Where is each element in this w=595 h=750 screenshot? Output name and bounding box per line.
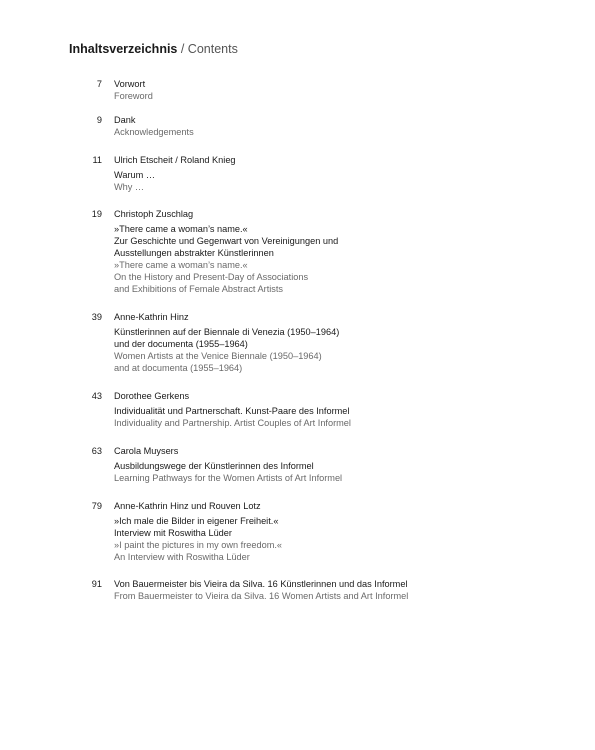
title-german-line: Ausstellungen abstrakter Künstlerinnen — [114, 248, 274, 258]
title-german-line: »Ich male die Bilder in eigener Freiheit.« — [114, 516, 279, 526]
title-english-line: and at documenta (1955–1964) — [114, 363, 243, 373]
page-number: 91 — [91, 579, 102, 589]
title-german-line: und der documenta (1955–1964) — [114, 339, 248, 349]
title-english-line: An Interview with Roswitha Lüder — [114, 552, 250, 562]
page-number: 11 — [92, 155, 102, 165]
entry-body — [114, 578, 554, 602]
entry-body — [114, 500, 554, 563]
entry-author: Carola Muysers — [114, 446, 179, 456]
title-german-line: Zur Geschichte und Gegenwart von Vereinigungen und — [114, 236, 339, 246]
title-german: Individualität und Partnerschaft. Kunst-Paare des Informel — [114, 406, 350, 416]
entry-body — [114, 311, 554, 374]
title-english: From Bauermeister to Vieira da Silva. 16 Women Artists and Art Informel — [114, 591, 409, 601]
title-english-line: Women Artists at the Venice Biennale (1950–1964) — [114, 351, 322, 361]
page-number: 7 — [96, 79, 102, 89]
title-english-line: »There came a woman’s name.« — [114, 260, 248, 270]
title-german: Ausbildungswege der Künstlerinnen des Informel — [114, 461, 314, 471]
title-english-line: On the History and Present-Day of Associations — [114, 272, 309, 282]
title-english-line: and Exhibitions of Female Abstract Artists — [114, 284, 284, 294]
entry-author: Anne-Kathrin Hinz und Rouven Lotz — [114, 501, 261, 511]
title-german: Vorwort — [114, 79, 146, 89]
page-number: 19 — [91, 209, 102, 219]
title-separator: / — [177, 42, 188, 56]
page-number: 39 — [91, 312, 102, 322]
entry-body — [114, 114, 554, 138]
entry-author: Anne-Kathrin Hinz — [114, 312, 189, 322]
entry-body — [114, 390, 554, 429]
entry-body — [114, 78, 554, 102]
title-german-line: »There came a woman’s name.« — [114, 224, 248, 234]
entry-body — [114, 154, 554, 193]
entry-body — [114, 445, 554, 484]
page-number: 9 — [96, 115, 102, 125]
title-german-line: Künstlerinnen auf der Biennale di Venezia (1950–1964) — [114, 327, 340, 337]
title-german-line: Interview mit Roswitha Lüder — [114, 528, 232, 538]
title-english-line: »I paint the pictures in my own freedom.« — [114, 540, 283, 550]
entry-author: Ulrich Etscheit / Roland Knieg — [114, 155, 236, 165]
page-title-german: Inhaltsverzeichnis — [69, 42, 178, 56]
title-english: Individuality and Partnership. Artist Couples of Art Informel — [114, 418, 351, 428]
title-english: Why … — [114, 182, 145, 192]
title-english: Foreword — [114, 91, 153, 101]
page-number: 43 — [91, 391, 102, 401]
page-number: 79 — [91, 501, 102, 511]
title-english: Learning Pathways for the Women Artists of Art Informel — [114, 473, 343, 483]
page-title-english: Contents — [187, 42, 238, 56]
title-english: Acknowledgements — [114, 127, 194, 137]
entry-author: Dorothee Gerkens — [114, 391, 190, 401]
title-german: Warum … — [114, 170, 156, 180]
entry-body — [114, 208, 554, 295]
page-number: 63 — [91, 446, 102, 456]
entry-author: Christoph Zuschlag — [114, 209, 194, 219]
title-german: Dank — [114, 115, 136, 125]
page-title — [69, 42, 238, 57]
title-german: Von Bauermeister bis Vieira da Silva. 16 Künstlerinnen und das Informel — [114, 579, 408, 589]
